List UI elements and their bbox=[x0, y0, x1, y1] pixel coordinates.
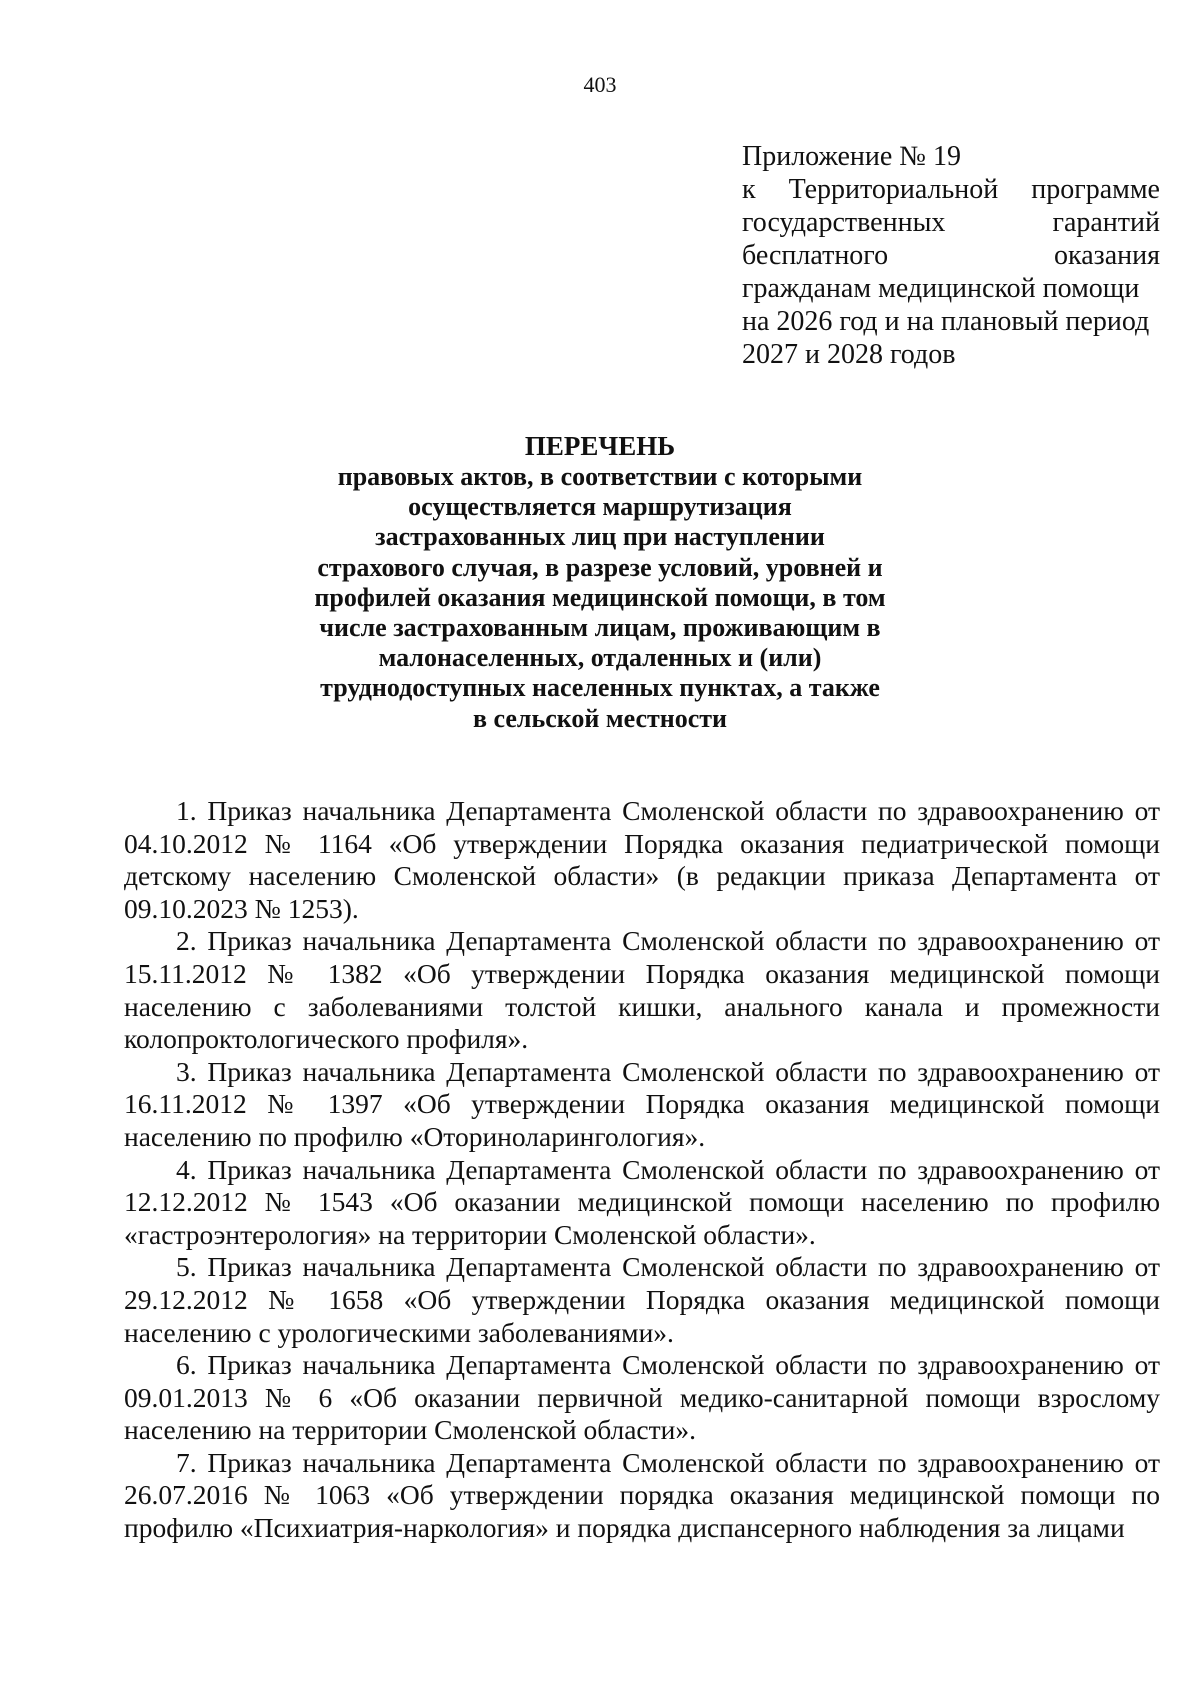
document-title: ПЕРЕЧЕНЬ bbox=[524, 431, 676, 461]
title-line: страхового случая, в разрезе условий, уровней и bbox=[317, 552, 883, 582]
document-title-block bbox=[0, 430, 1200, 734]
annex-line: гражданам медицинской помощи bbox=[742, 273, 1140, 304]
legal-acts-list bbox=[124, 795, 1160, 1545]
page-number: 403 bbox=[583, 72, 617, 97]
list-item: 4. Приказ начальника Департамента Смоленской области по здравоохранению от 12.12.2012 № 1543 «Об оказании медицинской помощи населению по профилю «гастроэнтерология» на территории Смоленской области». bbox=[124, 1153, 1160, 1250]
list-item: 5. Приказ начальника Департамента Смоленской области по здравоохранению от 29.12.2012 № 1658 «Об утверждении Порядка оказания медицинской помощи населению с урологическими заболеваниями». bbox=[124, 1251, 1160, 1348]
annex-line: к Территориальной программе bbox=[742, 174, 1160, 205]
annex-reference bbox=[742, 140, 1160, 371]
list-item: 2. Приказ начальника Департамента Смоленской области по здравоохранению от 15.11.2012 № 1382 «Об утверждении Порядка оказания медицинской помощи населению с заболеваниями толстой кишки, анального канала и промежности колопроктологического профиля». bbox=[124, 925, 1160, 1055]
title-line: в сельской местности bbox=[472, 703, 728, 733]
list-item: 1. Приказ начальника Департамента Смоленской области по здравоохранению от 04.10.2012 № 1164 «Об утверждении Порядка оказания педиатрической помощи детскому населению Смоленской области» (в редакции приказа Департамента от 09.10.2023 № 1253). bbox=[124, 795, 1160, 924]
list-item: 7. Приказ начальника Департамента Смоленской области по здравоохранению от 26.07.2016 № 1063 «Об утверждении порядка оказания медицинской помощи по профилю «Психиатрия-наркология» и порядка диспансерного наблюдения за лицами bbox=[124, 1446, 1160, 1544]
title-line: правовых актов, в соответствии с которыми bbox=[337, 462, 863, 491]
title-line: осуществляется маршрутизация bbox=[408, 492, 792, 522]
title-line: профилей оказания медицинской помощи, в том bbox=[314, 582, 886, 612]
title-line: застрахованных лиц при наступлении bbox=[375, 522, 825, 552]
title-line: труднодоступных населенных пунктах, а также bbox=[320, 673, 880, 703]
annex-line: на 2026 год и на плановый период bbox=[742, 306, 1150, 337]
title-line: числе застрахованным лицам, проживающим в bbox=[319, 613, 881, 643]
annex-line: Приложение № 19 bbox=[742, 141, 961, 172]
annex-line: бесплатного оказания bbox=[742, 240, 1160, 271]
annex-line: государственных гарантий bbox=[742, 207, 1160, 238]
title-line: малонаселенных, отдаленных и (или) bbox=[378, 643, 822, 673]
annex-line: 2027 и 2028 годов bbox=[742, 339, 956, 370]
list-item: 3. Приказ начальника Департамента Смоленской области по здравоохранению от 16.11.2012 № 1397 «Об утверждении Порядка оказания медицинской помощи населению по профилю «Оториноларингология». bbox=[124, 1055, 1160, 1152]
list-item: 6. Приказ начальника Департамента Смоленской области по здравоохранению от 09.01.2013 № 6 «Об оказании первичной медико-санитарной помощи взрослому населению на территории Смоленской области». bbox=[124, 1349, 1160, 1446]
